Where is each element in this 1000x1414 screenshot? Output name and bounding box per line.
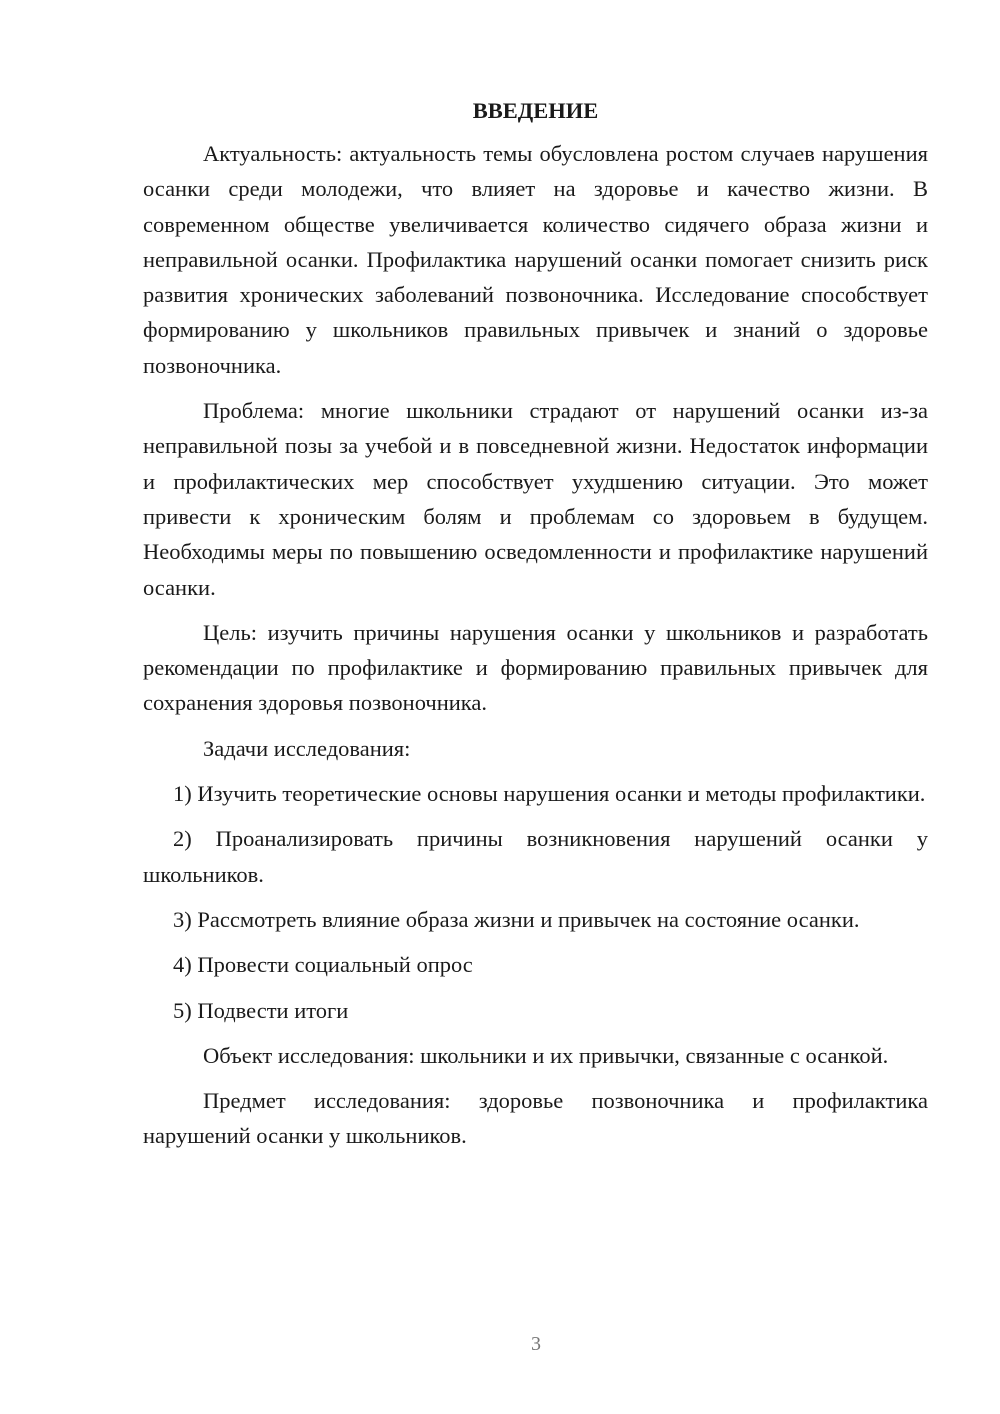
goal-paragraph: Цель: изучить причины нарушения осанки у школьников и разработать рекомендации по профилактике и формированию правильных привычек для сохранения здоровья позвоночника. <box>143 619 928 716</box>
task-item-1: 1) Изучить теоретические основы нарушения осанки и методы профилактики. <box>173 781 926 807</box>
problem-paragraph: Проблема: многие школьники страдают от нарушений осанки из-за неправильной позы за учебой и в повседневной жизни. Недостаток информации и профилактических мер способствует ухудшению ситуации. Это может привести к хроническим болям и проблемам со здоровьем в будущем. Необходимы меры по повышению осведомленности и профилактике нарушений осанки. <box>143 398 928 600</box>
page-number: 3 <box>531 1333 541 1355</box>
task-item-5: 5) Подвести итоги <box>173 997 349 1023</box>
task-item-4: 4) Провести социальный опрос <box>173 952 473 978</box>
section-title: ВВЕДЕНИЕ <box>472 98 599 123</box>
subject-paragraph: Предмет исследования: здоровье позвоночника и профилактика нарушений осанки у школьников. <box>143 1088 928 1149</box>
relevance-paragraph: Актуальность: актуальность темы обусловлена ростом случаев нарушения осанки среди молодежи, что влияет на здоровье и качество жизни. В современном обществе увеличивается количество сидячего образа жизни и неправильной осанки. Профилактика нарушений осанки помогает снизить риск развития хронических заболеваний позвоночника. Исследование способствует формированию у школьников правильных привычек и знаний о здоровье позвоночника. <box>143 141 928 378</box>
task-item-2: 2) Проанализировать причины возникновения нарушений осанки у школьников. <box>143 826 928 887</box>
task-item-3: 3) Рассмотреть влияние образа жизни и привычек на состояние осанки. <box>173 906 860 932</box>
object-paragraph: Объект исследования: школьники и их привычки, связанные с осанкой. <box>203 1042 889 1068</box>
document-body <box>143 93 928 1164</box>
tasks-heading: Задачи исследования: <box>203 735 411 761</box>
